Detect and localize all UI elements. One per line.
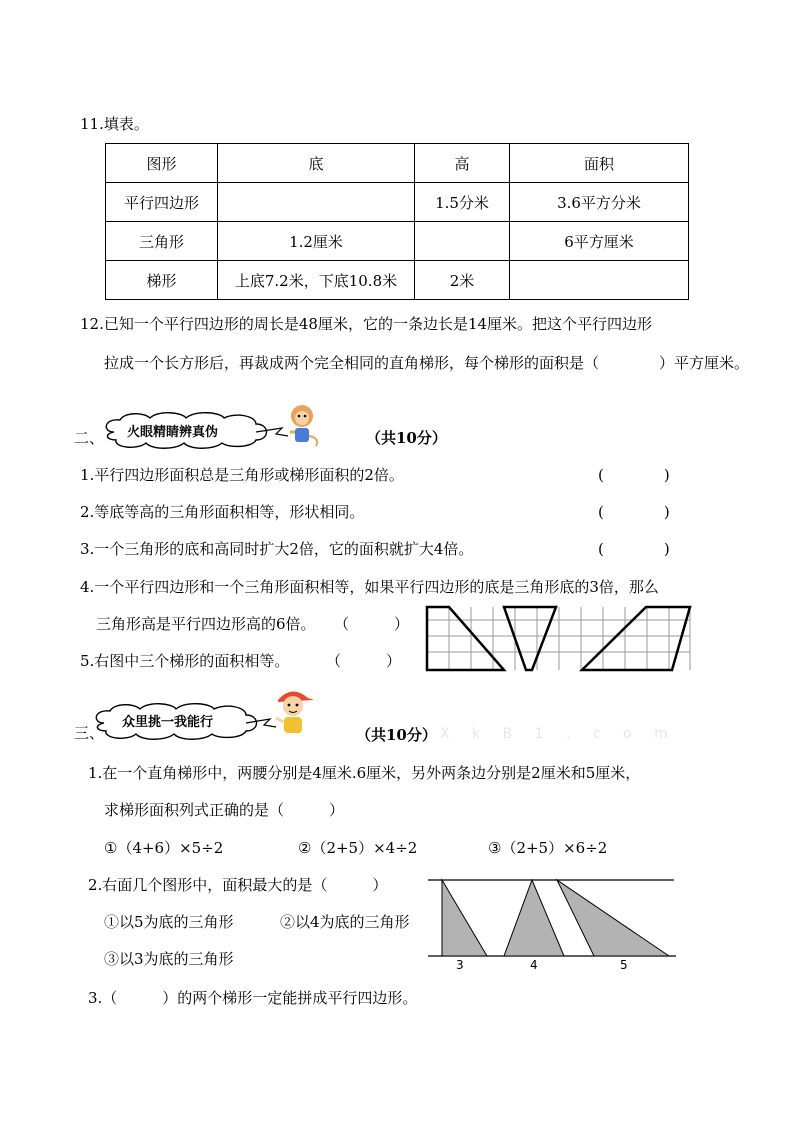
section-2-banner-text: 火眼精睛辨真伪 [127, 425, 219, 440]
table-cell: 1.5分米 [415, 183, 510, 222]
fill-table [105, 143, 689, 300]
answer-paren-5[interactable]: （ ） [326, 652, 402, 670]
table-cell: 1.2厘米 [218, 222, 415, 261]
section-3-score: （共10分） [356, 726, 437, 744]
question-12-line2: 拉成一个长方形后，再裁成两个完全相同的直角梯形，每个梯形的面积是（ ）平方厘米。 [104, 354, 750, 372]
triangle-base-3 [442, 880, 487, 956]
trapezoid-left [427, 607, 504, 670]
true-false-item-4-line1: 4.一个平行四边形和一个三角形面积相等，如果平行四边形的底是三角形底的3倍，那么 [80, 578, 659, 596]
section-2-score: （共10分） [366, 429, 447, 447]
trapezoid-grid-figure [424, 604, 694, 674]
choice-q3-line1: 3.（ ）的两个梯形一定能拼成平行四边形。 [88, 989, 418, 1007]
choice-q1-line2: 求梯形面积列式正确的是（ ） [104, 801, 345, 819]
true-false-item-4-line2: 三角形高是平行四边形高的6倍。 [96, 615, 316, 633]
table-cell-blank[interactable] [510, 261, 689, 300]
triangles-figure [424, 872, 684, 972]
table-header-cell: 面积 [510, 144, 689, 183]
choice-q2-option-1[interactable]: ①以5为底的三角形 [104, 913, 234, 931]
choice-q1-option-3[interactable]: ③（2+5）×6÷2 [488, 839, 608, 857]
true-false-item-5: 5.右图中三个梯形的面积相等。 [80, 652, 290, 670]
choice-q1-option-1[interactable]: ①（4+6）×5÷2 [104, 839, 224, 857]
trapezoid-right [582, 607, 690, 670]
table-cell: 2米 [415, 261, 510, 300]
watermark-text: X k B 1 . c o m [440, 726, 677, 742]
table-header-cell: 高 [415, 144, 510, 183]
trapezoid-middle [504, 607, 556, 670]
base-label-5: 5 [620, 958, 628, 972]
choice-q1-line1: 1.在一个直角梯形中，两腰分别是4厘米.6厘米，另外两条边分别是2厘米和5厘米， [88, 764, 641, 782]
table-header-cell: 底 [218, 144, 415, 183]
choice-q2-option-3[interactable]: ③以3为底的三角形 [104, 950, 234, 968]
table-cell: 平行四边形 [106, 183, 218, 222]
triangle-base-4 [504, 880, 564, 956]
true-false-item-1: 1.平行四边形面积总是三角形或梯形面积的2倍。 [80, 466, 404, 484]
answer-paren-2[interactable]: ( ) [598, 503, 670, 521]
true-false-item-3: 3.一个三角形的底和高同时扩大2倍，它的面积就扩大4倍。 [80, 540, 474, 558]
table-cell: 上底7.2米，下底10.8米 [218, 261, 415, 300]
choice-q2-option-2[interactable]: ②以4为底的三角形 [280, 913, 410, 931]
answer-paren-4[interactable]: （ ） [334, 615, 410, 633]
section-2-number: 二、 [74, 429, 105, 447]
table-row [106, 222, 689, 261]
boy-mascot-icon [270, 684, 316, 736]
table-row [106, 183, 689, 222]
table-row [106, 261, 689, 300]
table-cell: 3.6平方分米 [510, 183, 689, 222]
table-header-row [106, 144, 689, 183]
table-cell: 梯形 [106, 261, 218, 300]
base-label-3: 3 [456, 958, 464, 972]
choice-q1-option-2[interactable]: ②（2+5）×4÷2 [298, 839, 418, 857]
triangle-base-5 [557, 880, 669, 956]
answer-paren-3[interactable]: ( ) [598, 540, 670, 558]
table-cell: 三角形 [106, 222, 218, 261]
table-header-cell: 图形 [106, 144, 218, 183]
question-12-line1: 12.已知一个平行四边形的周长是48厘米，它的一条边长是14厘米。把这个平行四边形 [80, 315, 653, 333]
section-3-banner-text: 众里挑一我能行 [122, 715, 214, 730]
true-false-item-2: 2.等底等高的三角形面积相等，形状相同。 [80, 503, 365, 521]
answer-paren-1[interactable]: ( ) [598, 466, 670, 484]
question-11-title: 11.填表。 [80, 115, 149, 133]
section-3-number: 三、 [74, 724, 105, 742]
choice-q2-line1: 2.右面几个图形中，面积最大的是（ ） [88, 876, 388, 894]
base-label-4: 4 [530, 958, 538, 972]
monkey-mascot-icon [282, 402, 322, 448]
table-cell: 6平方厘米 [510, 222, 689, 261]
table-cell-blank[interactable] [218, 183, 415, 222]
table-cell-blank[interactable] [415, 222, 510, 261]
